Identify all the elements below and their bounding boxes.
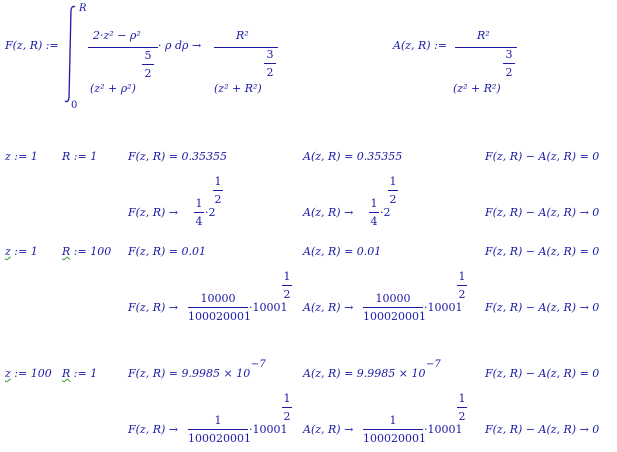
F-symbolic-fraction: [194, 198, 204, 227]
A-numeric-result[interactable]: A(z, R) = 0.01: [303, 245, 382, 258]
difference-numeric-result[interactable]: F(z, R) − A(z, R) = 0: [485, 245, 600, 258]
R-assignment[interactable]: R := 1: [62, 150, 98, 163]
difference-symbolic-result[interactable]: F(z, R) − A(z, R) → 0: [485, 423, 600, 436]
A-symbolic-lhs[interactable]: A(z, R) →: [303, 206, 354, 219]
A-exponent: [503, 49, 515, 78]
z-assignment[interactable]: z := 1: [5, 150, 38, 163]
fraction-denominator: 100020001: [188, 310, 251, 323]
F-numeric-result[interactable]: F(z, R) = 0.35355: [128, 150, 227, 163]
exponent-denominator: 2: [458, 410, 466, 423]
A-lhs: A(z, R) :=: [393, 39, 448, 52]
exponent-numerator: 5: [144, 49, 152, 62]
A-symbolic-fraction: [363, 292, 426, 323]
difference-numeric-result[interactable]: F(z, R) − A(z, R) = 0: [485, 150, 600, 163]
A-symbolic-exponent: [457, 271, 467, 300]
integrand-denominator-base: (z² + ρ²): [90, 82, 136, 95]
F-symbolic-exponent: [282, 271, 292, 300]
A-symbolic-base: ·10001: [424, 301, 463, 314]
A-symbolic-fraction: [363, 414, 426, 445]
A-symbolic-exponent: [388, 176, 398, 205]
redefinition-warning-marker: R: [62, 367, 71, 380]
integrand-numerator: 2·z² − ρ²: [93, 29, 141, 42]
z-assignment[interactable]: z := 100: [5, 367, 52, 380]
A-numeric-result[interactable]: A(z, R) = 9.9985 × 10: [303, 367, 426, 380]
F-numeric-result[interactable]: F(z, R) = 9.9985 × 10: [128, 367, 251, 380]
F-symbolic-lhs[interactable]: F(z, R) →: [128, 301, 178, 314]
exponent-denominator: 2: [458, 288, 466, 301]
redefinition-warning-marker: z: [5, 367, 11, 380]
F-result-denominator-base: (z² + R²): [214, 82, 262, 95]
exponent-numerator: 1: [283, 392, 291, 405]
F-symbolic-exponent: [282, 393, 292, 422]
exponent-denominator: 2: [266, 66, 274, 79]
fraction-denominator: 4: [195, 215, 203, 228]
difference-symbolic-result[interactable]: F(z, R) − A(z, R) → 0: [485, 206, 600, 219]
redefinition-warning-marker: R: [62, 245, 71, 258]
F-symbolic-base: ·2: [205, 206, 216, 219]
A-numerator: R²: [477, 29, 490, 42]
exponent-denominator: 2: [283, 288, 291, 301]
F-symbolic-exponent: [213, 176, 223, 205]
integral-sign-icon: [63, 4, 77, 104]
exponent-denominator: 2: [389, 193, 397, 206]
F-symbolic-lhs[interactable]: F(z, R) →: [128, 423, 178, 436]
F-symbolic-base: ·10001: [249, 423, 288, 436]
exponent-denominator: 2: [505, 66, 513, 79]
A-denominator-base: (z² + R²): [453, 82, 501, 95]
A-symbolic-base: ·2: [380, 206, 391, 219]
exponent-numerator: 1: [458, 392, 466, 405]
A-numeric-exponent: −7: [426, 359, 441, 370]
A-symbolic-base: ·10001: [424, 423, 463, 436]
A-symbolic-lhs[interactable]: A(z, R) →: [303, 301, 354, 314]
fraction-numerator: 1: [370, 197, 378, 210]
fraction-numerator: 1: [214, 414, 222, 427]
exponent-denominator: 2: [144, 67, 152, 80]
F-symbolic-fraction: [188, 414, 251, 445]
integrand-tail: · ρ dρ →: [158, 39, 202, 52]
exponent-numerator: 3: [266, 48, 274, 61]
F-symbolic-lhs[interactable]: F(z, R) →: [128, 206, 178, 219]
exponent-denominator: 2: [214, 193, 222, 206]
F-symbolic-fraction: [188, 292, 251, 323]
R-assignment[interactable]: R := 1: [62, 367, 98, 380]
F-symbolic-base: ·10001: [249, 301, 288, 314]
exponent-numerator: 1: [214, 175, 222, 188]
F-numeric-exponent: −7: [251, 359, 266, 370]
difference-numeric-result[interactable]: F(z, R) − A(z, R) = 0: [485, 367, 600, 380]
redefinition-warning-marker: z: [5, 245, 11, 258]
F-result-numerator: R²: [236, 29, 249, 42]
fraction-denominator: 100020001: [188, 432, 251, 445]
A-symbolic-lhs[interactable]: A(z, R) →: [303, 423, 354, 436]
A-symbolic-exponent: [457, 393, 467, 422]
F-numeric-result[interactable]: F(z, R) = 0.01: [128, 245, 206, 258]
fraction-denominator: 100020001: [363, 310, 426, 323]
F-result-exponent: [264, 49, 276, 78]
fraction-numerator: 10000: [375, 292, 411, 305]
exponent-numerator: 1: [389, 175, 397, 188]
fraction-denominator: 4: [370, 215, 378, 228]
integrand-denominator-exponent: [142, 50, 154, 79]
exponent-numerator: 1: [283, 270, 291, 283]
fraction-numerator: 1: [389, 414, 397, 427]
integral-upper-limit: R: [79, 3, 87, 14]
fraction-numerator: 1: [195, 197, 203, 210]
z-assignment[interactable]: z := 1: [5, 245, 38, 258]
exponent-numerator: 3: [505, 48, 513, 61]
fraction-denominator: 100020001: [363, 432, 426, 445]
difference-symbolic-result[interactable]: F(z, R) − A(z, R) → 0: [485, 301, 600, 314]
exponent-numerator: 1: [458, 270, 466, 283]
integrand-fraction-bar: [88, 47, 158, 48]
fraction-numerator: 10000: [200, 292, 236, 305]
integral-lower-limit: 0: [71, 100, 78, 111]
R-assignment[interactable]: R := 100: [62, 245, 112, 258]
exponent-denominator: 2: [283, 410, 291, 423]
F-lhs: F(z, R) :=: [5, 39, 59, 52]
A-numeric-result[interactable]: A(z, R) = 0.35355: [303, 150, 403, 163]
A-symbolic-fraction: [369, 198, 379, 227]
